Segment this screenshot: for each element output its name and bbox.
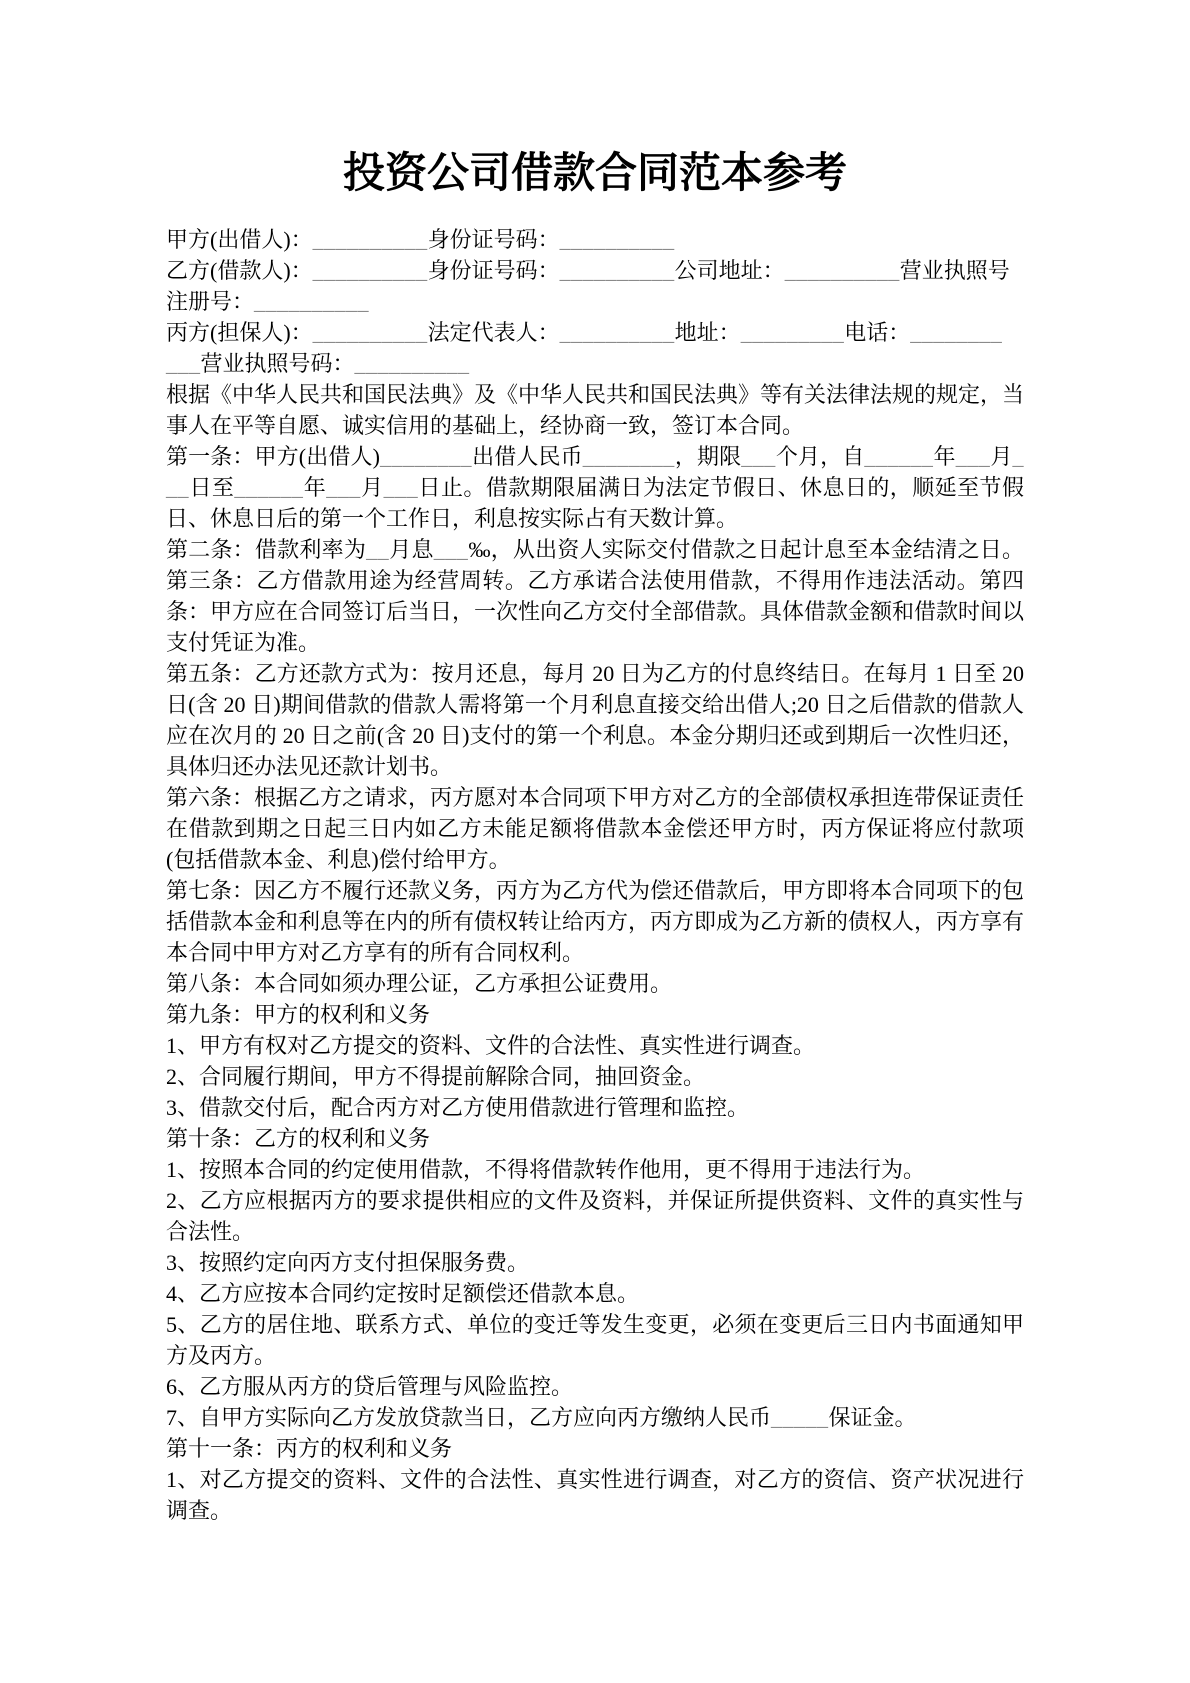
blank-underline: ______ <box>234 475 304 500</box>
blank-underline: ___ <box>383 475 419 500</box>
paragraph: ___营业执照号码：__________ <box>166 351 470 376</box>
paragraph: 1、按照本合同的约定使用借款，不得将借款转作他用，更不得用于违法行为。 <box>166 1157 926 1182</box>
paragraph: 第七条：因乙方不履行还款义务，丙方为乙方代为偿还借款后，甲方即将本合同项下的包括借款本金和利息等在内的所有债权转让给丙方，丙方即成为乙方新的债权人，丙方享有本合同中甲方对乙方享有的所有合同权利。 <box>166 878 1025 965</box>
paragraph: 根据《中华人民共和国民法典》及《中华人民共和国民法典》等有关法律法规的规定，当事人在平等自愿、诚实信用的基础上，经协商一致，签订本合同。 <box>166 382 1025 438</box>
document-body <box>166 224 1024 1526</box>
blank-underline: _________ <box>740 320 845 345</box>
paragraph: 5、乙方的居住地、联系方式、单位的变迁等发生变更，必须在变更后三日内书面通知甲方及丙方。 <box>166 1312 1024 1368</box>
paragraph: 第二条：借款利率为__月息___‰，从出资人实际交付借款之日起计息至本金结清之日。第三条：乙方借款用途为经营周转。乙方承诺合法使用借款，不得用作违法活动。第四条：甲方应在合同签订后当日，一次性向乙方交付全部借款。具体借款金额和借款时间以支付凭证为准。 <box>166 537 1025 655</box>
blank-underline: ________ <box>582 444 675 469</box>
blank-underline: ___ <box>955 444 991 469</box>
paragraph: 7、自甲方实际向乙方发放贷款当日，乙方应向丙方缴纳人民币_____保证金。 <box>166 1405 917 1430</box>
blank-underline: ________ <box>910 320 1003 345</box>
blank-underline: __________ <box>254 289 370 314</box>
paragraph: 1、对乙方提交的资料、文件的合法性、真实性进行调查，对乙方的资信、资产状况进行调查。 <box>166 1467 1024 1523</box>
paragraph: 6、乙方服从丙方的贷后管理与风险监控。 <box>166 1374 574 1399</box>
blank-underline: __________ <box>354 351 470 376</box>
blank-underline: __________ <box>559 320 675 345</box>
paragraph: 2、乙方应根据丙方的要求提供相应的文件及资料，并保证所提供资料、文件的真实性与合法性。 <box>166 1188 1024 1244</box>
blank-underline: ________ <box>379 444 472 469</box>
paragraph: 2、合同履行期间，甲方不得提前解除合同，抽回资金。 <box>166 1064 706 1089</box>
paragraph: 第十一条：丙方的权利和义务 <box>166 1436 453 1461</box>
blank-underline: __________ <box>559 258 675 283</box>
blank-underline: __________ <box>784 258 900 283</box>
blank-underline: __________ <box>312 320 428 345</box>
paragraph: 丙方(担保人)：__________法定代表人：__________地址：_________电话：________ <box>166 320 1003 345</box>
document-title: 投资公司借款合同范本参考 <box>342 151 847 197</box>
blank-underline: __________ <box>559 227 675 252</box>
paragraph: 注册号：__________ <box>166 289 370 314</box>
blank-underline: ___ <box>166 444 1024 500</box>
paragraph: 第五条：乙方还款方式为：按月还息，每月 20 日为乙方的付息终结日。在每月 1 日至 20 日(含 20 日)期间借款的借款人需将第一个月利息直接交给出借人;20 日之后借款的借款人应在次月的 20 日之前(含 20 日)支付的第一个利息。本金分期归还或到期后一次性归还，具体归还办法见还款计划书。 <box>166 661 1024 779</box>
blank-underline: ___ <box>741 444 776 469</box>
blank-underline: __ <box>366 537 390 562</box>
paragraph: 乙方(借款人)：__________身份证号码：__________公司地址：__________营业执照号 <box>166 258 1010 283</box>
paragraph: 第一条：甲方(出借人)________出借人民币________，期限___个月，自______年___月___日至______年___月___日止。借款期限届满日为法定节假日、休息日的，顺延至节假日、休息日后的第一个工作日，利息按实际占有天数计算。 <box>166 444 1024 531</box>
blank-underline: ___ <box>166 351 201 376</box>
paragraph: 1、甲方有权对乙方提交的资料、文件的合法性、真实性进行调查。 <box>166 1033 816 1058</box>
blank-underline: ___ <box>433 537 469 562</box>
blank-underline: _____ <box>771 1405 829 1430</box>
paragraph: 3、按照约定向丙方支付担保服务费。 <box>166 1250 530 1275</box>
paragraph: 4、乙方应按本合同约定按时足额偿还借款本息。 <box>166 1281 640 1306</box>
paragraph: 甲方(出借人)：__________身份证号码：__________ <box>166 227 675 252</box>
paragraph: 第十条：乙方的权利和义务 <box>166 1126 431 1151</box>
blank-underline: __________ <box>312 227 428 252</box>
paragraph: 第八条：本合同如须办理公证，乙方承担公证费用。 <box>166 971 673 996</box>
paragraph: 3、借款交付后，配合丙方对乙方使用借款进行管理和监控。 <box>166 1095 750 1120</box>
blank-underline: ___ <box>326 475 361 500</box>
blank-underline: ______ <box>864 444 934 469</box>
paragraph: 第九条：甲方的权利和义务 <box>166 1002 431 1027</box>
paragraph: 第六条：根据乙方之请求，丙方愿对本合同项下甲方对乙方的全部债权承担连带保证责任在借款到期之日起三日内如乙方未能足额将借款本金偿还甲方时，丙方保证将应付款项(包括借款本金、利息)偿付给甲方。 <box>166 785 1025 872</box>
blank-underline: __________ <box>312 258 428 283</box>
